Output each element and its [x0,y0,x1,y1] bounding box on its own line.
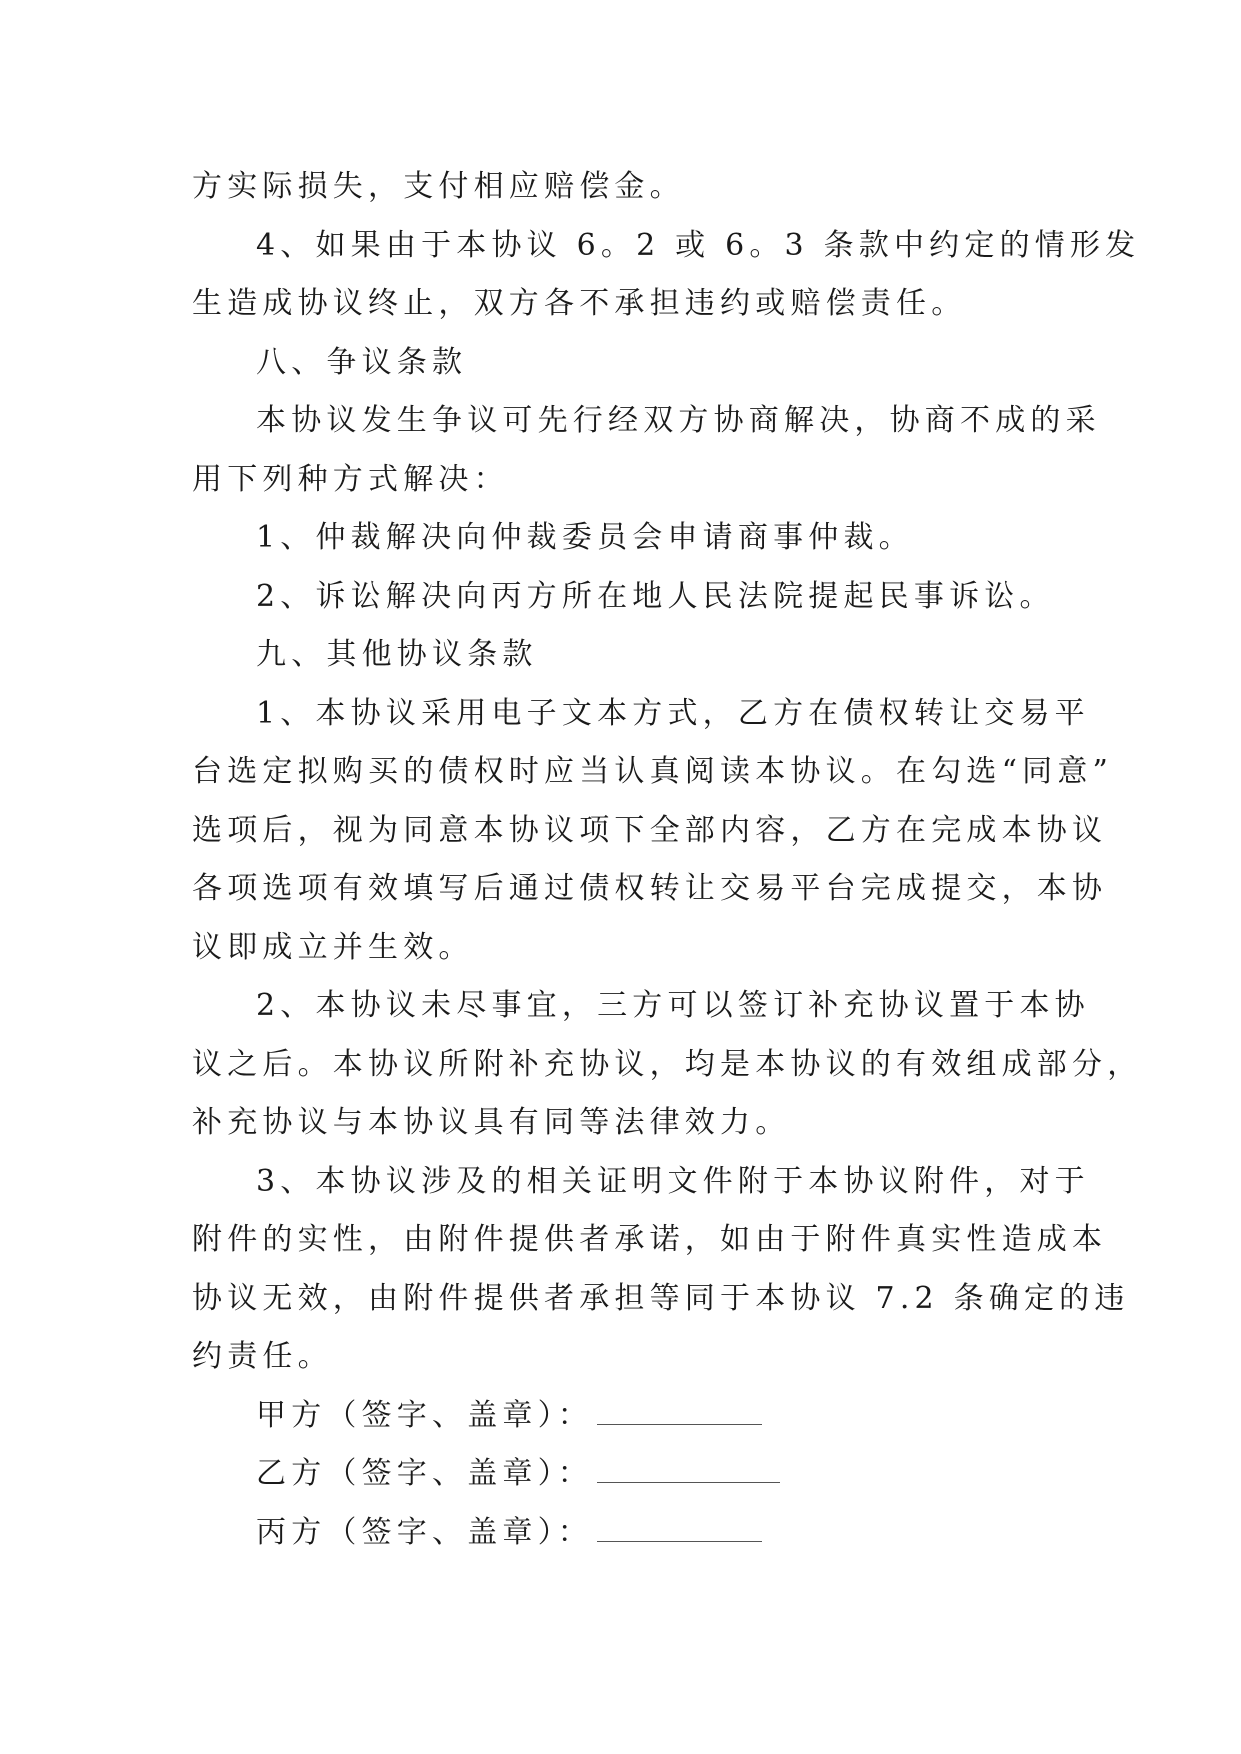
paragraph-line: 本协议发生争议可先行经双方协商解决，协商不成的采 [256,403,1101,438]
signature-line-party-b [192,1445,1052,1504]
paragraph-line: 台选定拟购买的债权时应当认真阅读本协议。在勾选“同意” [192,754,1114,789]
paragraph-line: 方实际损失，支付相应赔偿金。 [192,169,685,204]
signature-label: 乙方（签字、盖章）： [256,1456,593,1491]
signature-blank[interactable] [597,1519,762,1542]
paragraph-line: 附件的实性，由附件提供者承诺，如由于附件真实性造成本 [192,1222,1108,1257]
paragraph-line: 3、本协议涉及的相关证明文件附于本协议附件，对于 [256,1163,1090,1199]
paragraph-line: 议之后。本协议所附补充协议，均是本协议的有效组成部分， [192,1046,1143,1082]
signature-label: 丙方（签字、盖章）： [256,1514,593,1550]
paragraph-line: 2、诉讼解决向丙方所在地人民法院提起民事诉讼。 [256,578,1055,614]
signature-label: 甲方（签字、盖章）： [256,1397,593,1433]
paragraph-line: 补充协议与本协议具有同等法律效力。 [192,1105,791,1140]
paragraph-line: 生造成协议终止，双方各不承担违约或赔偿责任。 [192,286,967,321]
section-heading: 八、争议条款 [256,344,468,380]
paragraph-line: 4、如果由于本协议 6。2 或 6。3 条款中约定的情形发 [256,227,1141,263]
paragraph-line: 2、本协议未尽事宜，三方可以签订补充协议置于本协 [256,988,1090,1023]
paragraph-line: 约责任。 [192,1339,333,1374]
paragraph-line: 协议无效，由附件提供者承担等同于本协议 7.2 条确定的违 [192,1280,1130,1316]
document-body [192,158,1143,1562]
signature-blank[interactable] [597,1460,780,1483]
paragraph-line: 选项后，视为同意本协议项下全部内容，乙方在完成本协议 [192,812,1108,848]
paragraph-line: 1、本协议采用电子文本方式，乙方在债权转让交易平 [256,695,1090,731]
paragraph-line: 各项选项有效填写后通过债权转让交易平台完成提交，本协 [192,871,1108,906]
paragraph-line: 1、仲裁解决向仲裁委员会申请商事仲裁。 [256,520,914,555]
section-heading: 九、其他协议条款 [256,637,538,672]
signature-line-party-c [192,1504,1052,1563]
signature-blank[interactable] [597,1402,762,1425]
paragraph-line: 用下列种方式解决： [192,461,509,497]
signature-line-party-a [192,1387,1052,1446]
paragraph-line: 议即成立并生效。 [192,929,474,965]
